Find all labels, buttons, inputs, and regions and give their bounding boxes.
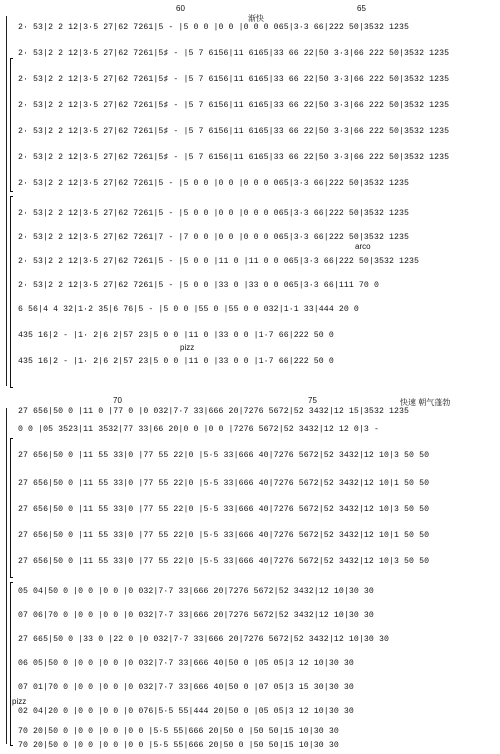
- staff-row: [6, 126, 494, 138]
- staff-notation: 27 656|50 0 |11 55 33|0 |77 55 22|0 |5·5 33|666 40|7276 5672|52 3432|12 10|3 50 50: [18, 557, 430, 566]
- staff-row: [6, 658, 494, 670]
- tempo-marking: 渐快: [248, 14, 264, 23]
- staff-notation: 2· 53|2 2 12|3·5 27|62 7261|5♯ - |5 7 6156|11 6165|33 66 22|50 3·3|66 222 50|3532 1235: [18, 127, 450, 136]
- staff-row: [6, 504, 494, 516]
- staff-row: [6, 280, 494, 292]
- staff-row: [6, 610, 494, 622]
- staff-notation: 2· 53|2 2 12|3·5 27|62 7261|5♯ - |5 7 6156|11 6165|33 66 22|50 3·3|66 222 50|3532 1235: [18, 153, 450, 162]
- staff-notation: 2· 53|2 2 12|3·5 27|62 7261|5♯ - |5 7 6156|11 6165|33 66 22|50 3·3|66 222 50|3532 1235: [18, 75, 450, 84]
- staff-notation: 435 16|2 - |1· 2|6 2|57 23|5 0 0 |11 0 |33 0 0 |1·7 66|222 50 0: [18, 357, 334, 366]
- staff-notation: 6 56|4 4 32|1·2 35|6 76|5 - |5 0 0 |55 0 |55 0 0 032|1·1 33|444 20 0: [18, 305, 359, 314]
- staff-row: [6, 22, 494, 34]
- staff-row: [6, 330, 494, 342]
- staff-row: [6, 726, 494, 738]
- staff-row: [6, 406, 494, 418]
- staff-row: [6, 356, 494, 368]
- pizz-mark: pizz: [180, 343, 195, 352]
- staff-notation: 27 656|50 0 |11 55 33|0 |77 55 22|0 |5·5 33|666 40|7276 5672|52 3432|12 10|3 50 50: [18, 505, 430, 514]
- group-bracket-winds: [10, 58, 13, 192]
- staff-row: [6, 178, 494, 190]
- staff-row: [6, 530, 494, 542]
- staff-row: [6, 256, 494, 268]
- measure-number-75: 75: [308, 396, 317, 405]
- tempo-marking-fast: 快速 朝气蓬勃: [400, 398, 451, 407]
- staff-row: [6, 556, 494, 568]
- staff-notation: 27 656|50 0 |11 55 33|0 |77 55 22|0 |5·5 33|666 40|7276 5672|52 3432|12 10|1 50 50: [18, 479, 430, 488]
- staff-notation: 2· 53|2 2 12|3·5 27|62 7261|5 - |5 0 0 |11 0 |11 0 0 065|3·3 66|222 50|3532 1235: [18, 257, 420, 266]
- measure-number-60: 60: [176, 4, 185, 13]
- staff-notation: 2· 53|2 2 12|3·5 27|62 7261|5♯ - |5 7 6156|11 6165|33 66 22|50 3·3|66 222 50|3532 1235: [18, 49, 450, 58]
- staff-row: [6, 478, 494, 490]
- staff-row: [6, 152, 494, 164]
- staff-notation: 27 656|50 0 |11 55 33|0 |77 55 22|0 |5·5 33|666 40|7276 5672|52 3432|12 10|1 50 50: [18, 531, 430, 540]
- group-bracket-strings-2: [10, 582, 13, 746]
- measure-number-70: 70: [113, 396, 122, 405]
- arco-mark: arco: [355, 242, 371, 251]
- staff-notation: 27 665|50 0 |33 0 |22 0 |0 032|7·7 33|666 20|7276 5672|52 3432|12 10|30 30: [18, 635, 389, 644]
- staff-notation: 06 05|50 0 |0 0 |0 0 |0 032|7·7 33|666 40|50 0 |05 05|3 12 10|30 30: [18, 659, 354, 668]
- staff-row: [6, 232, 494, 244]
- system-barline-1: [6, 16, 7, 386]
- staff-notation: 05 04|50 0 |0 0 |0 0 |0 032|7·7 33|666 20|7276 5672|52 3432|12 10|30 30: [18, 587, 374, 596]
- staff-row: [6, 208, 494, 220]
- group-bracket-winds-2: [10, 438, 13, 578]
- staff-row: [6, 634, 494, 646]
- staff-notation: 70 20|50 0 |0 0 |0 0 |0 0 |5·5 55|666 20|50 0 |50 50|15 10|30 30: [18, 727, 339, 736]
- group-bracket-strings: [10, 196, 13, 388]
- staff-notation: 02 04|20 0 |0 0 |0 0 |0 076|5·5 55|444 20|50 0 |05 05|3 12 10|30 30: [18, 707, 354, 716]
- staff-row: [6, 586, 494, 598]
- measure-number-65: 65: [357, 4, 366, 13]
- staff-notation: 27 656|50 0 |11 0 |77 0 |0 032|7·7 33|666 20|7276 5672|52 3432|12 15|3532 1235: [18, 407, 410, 416]
- staff-notation: 0 0 |05 3523|11 3532|77 33|66 20|0 0 |0 0 |7276 5672|52 3432|12 12 0|3 -: [18, 425, 379, 434]
- staff-row: [6, 450, 494, 462]
- staff-notation: 2· 53|2 2 12|3·5 27|62 7261|5♯ - |5 7 6156|11 6165|33 66 22|50 3·3|66 222 50|3532 1235: [18, 101, 450, 110]
- staff-row: [6, 48, 494, 60]
- staff-notation: 07 06|70 0 |0 0 |0 0 |0 032|7·7 33|666 20|7276 5672|52 3432|12 10|30 30: [18, 611, 374, 620]
- system-barline-2: [6, 408, 7, 744]
- staff-notation: 2· 53|2 2 12|3·5 27|62 7261|5 - |5 0 0 |0 0 |0 0 0 065|3·3 66|222 50|3532 1235: [18, 23, 410, 32]
- staff-notation: 435 16|2 - |1· 2|6 2|57 23|5 0 0 |11 0 |33 0 0 |1·7 66|222 50 0: [18, 331, 334, 340]
- staff-notation: 07 01|70 0 |0 0 |0 0 |0 032|7·7 33|666 40|50 0 |07 05|3 15 30|30 30: [18, 683, 354, 692]
- staff-row: [6, 706, 494, 718]
- staff-notation: 27 656|50 0 |11 55 33|0 |77 55 22|0 |5·5 33|666 40|7276 5672|52 3432|12 10|3 50 50: [18, 451, 430, 460]
- staff-row: [6, 740, 494, 752]
- staff-row: [6, 682, 494, 694]
- staff-notation: 2· 53|2 2 12|3·5 27|62 7261|7 - |7 0 0 |0 0 |0 0 0 065|3·3 66|222 50|3532 1235: [18, 233, 410, 242]
- staff-row: [6, 100, 494, 112]
- staff-row: [6, 304, 494, 316]
- pizz-mark-2: pizz: [12, 697, 27, 706]
- staff-notation: 70 20|50 0 |0 0 |0 0 |0 0 |5·5 55|666 20|50 0 |50 50|15 10|30 30: [18, 741, 339, 750]
- staff-row: [6, 74, 494, 86]
- staff-row: [6, 424, 494, 436]
- staff-notation: 2· 53|2 2 12|3·5 27|62 7261|5 - |5 0 0 |33 0 |33 0 0 065|3·3 66|111 70 0: [18, 281, 379, 290]
- staff-notation: 2· 53|2 2 12|3·5 27|62 7261|5 - |5 0 0 |0 0 |0 0 0 065|3·3 66|222 50|3532 1235: [18, 179, 410, 188]
- staff-notation: 2· 53|2 2 12|3·5 27|62 7261|5 - |5 0 0 |0 0 |0 0 0 065|3·3 66|222 50|3532 1235: [18, 209, 410, 218]
